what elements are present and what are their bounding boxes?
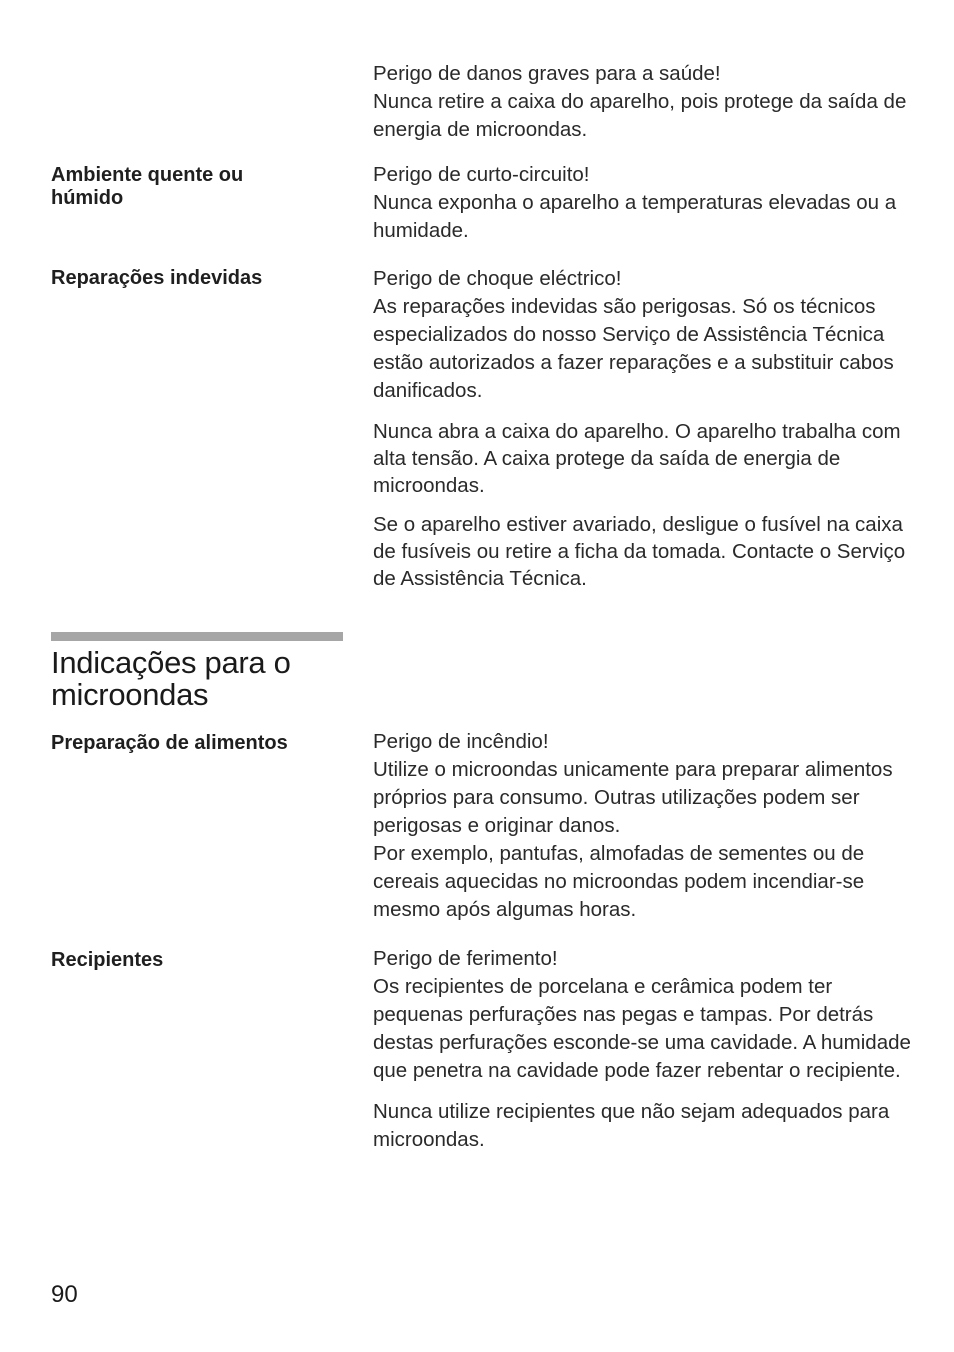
repairs-text-block <box>373 265 913 592</box>
food-prep-text-block <box>373 728 913 924</box>
hot-humid-paragraph: Perigo de curto-circuito! Nunca exponha o aparelho a temperaturas elevadas ou a humidade. <box>373 163 897 242</box>
section-divider-bar <box>51 632 343 641</box>
repairs-paragraph-1: Perigo de choque eléctrico! As reparações indevidas são perigosas. Só os técnicos especializados do nosso Serviço de Assistência Técnica estão autorizados a fazer reparações e a substituir cabos danificados. <box>373 267 894 402</box>
food-prep-paragraph: Perigo de incêndio! Utilize o microondas unicamente para preparar alimentos próprios para consumo. Outras utilizações podem ser perigosas e originar danos. Por exemplo, pantufas, almofadas de sementes ou de cereais aquecidas no microondas podem incendiar-se mesmo após algumas horas. <box>373 730 893 921</box>
repairs-paragraph-2: Nunca abra a caixa do aparelho. O aparelho trabalha com alta tensão. A caixa protege da saída de energia de microondas. <box>373 420 901 497</box>
section-heading: Indicações para o microondas <box>51 645 291 712</box>
section-label-containers: Recipientes <box>51 949 164 971</box>
containers-text-block <box>373 945 913 1154</box>
page-number: 90 <box>51 1281 78 1308</box>
hot-humid-text-block <box>373 161 913 245</box>
containers-paragraph-1: Perigo de ferimento! Os recipientes de porcelana e cerâmica podem ter pequenas perfurações nas pegas e tampas. Por detrás destas perfurações esconde-se uma cavidade. A humidade que penetra na cavidade pode fazer rebentar o recipiente. <box>373 947 911 1082</box>
repairs-paragraph-3: Se o aparelho estiver avariado, desligue o fusível na caixa de fusíveis ou retire a ficha da tomada. Contacte o Serviço de Assistência Técnica. <box>373 513 906 590</box>
containers-paragraph-2: Nunca utilize recipientes que não sejam adequados para microondas. <box>373 1100 890 1151</box>
section-label-food-prep: Preparação de alimentos <box>51 732 288 754</box>
section-label-repairs: Reparações indevidas <box>51 267 263 289</box>
intro-paragraph: Perigo de danos graves para a saúde! Nunca retire a caixa do aparelho, pois protege da saída de energia de microondas. <box>373 62 907 141</box>
section-label-hot-humid: Ambiente quente ou húmido <box>51 164 244 209</box>
intro-text-block <box>373 60 913 144</box>
